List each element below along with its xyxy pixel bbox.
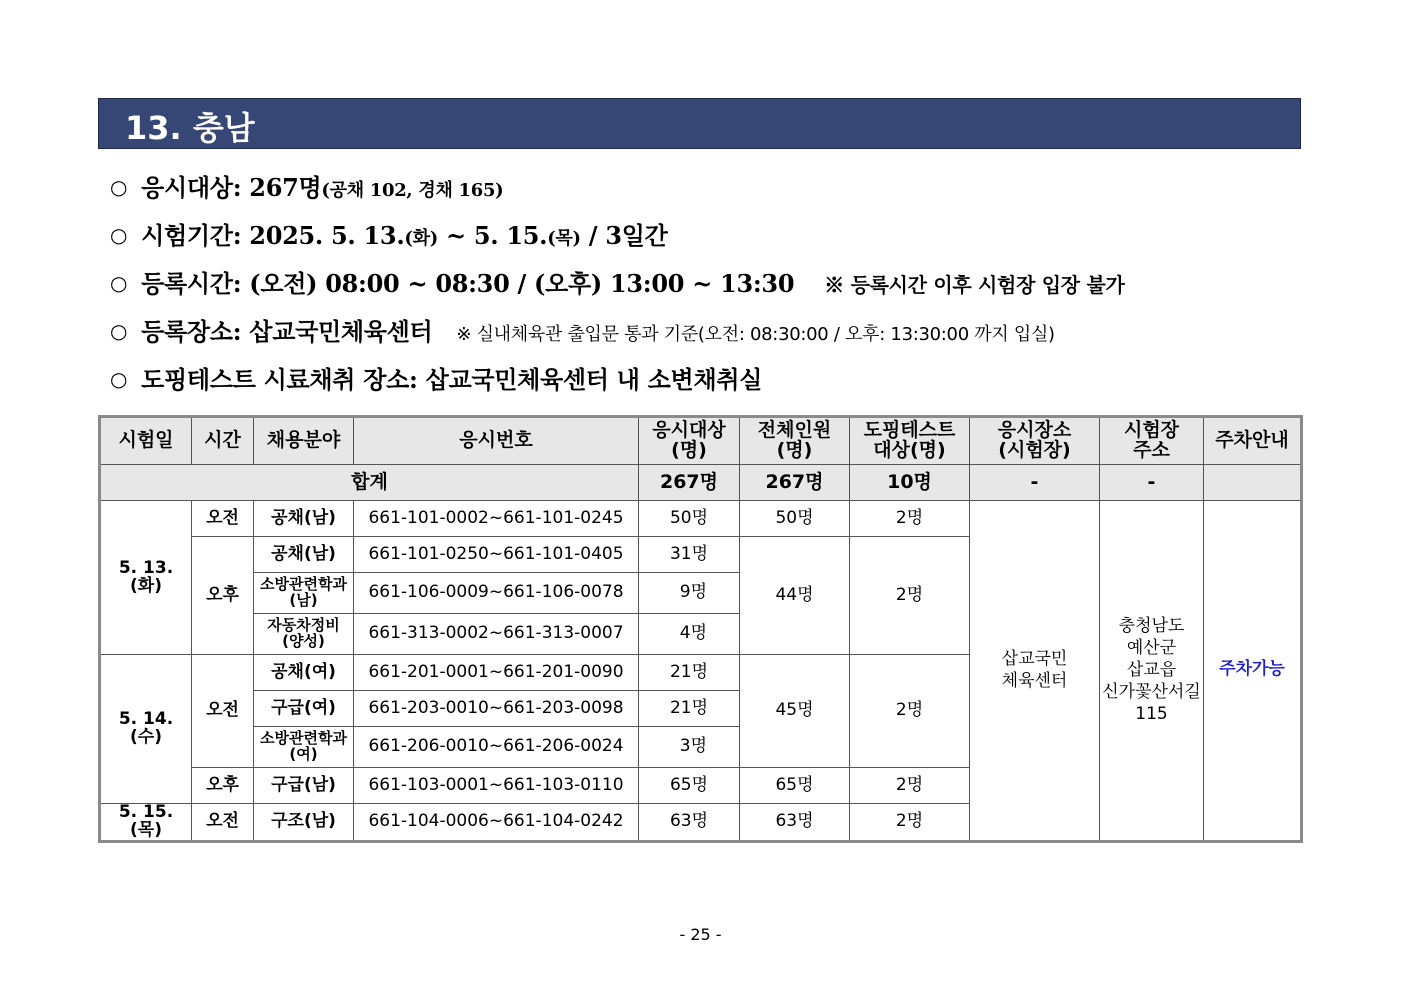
field-cell: 공채(남): [254, 501, 354, 537]
doping-cell: 2명: [850, 655, 970, 768]
range-cell: 661-313-0002~661-313-0007: [354, 614, 639, 655]
total-applicants: 267명: [639, 465, 740, 501]
date-cell: 5. 13.(화): [100, 501, 192, 655]
bullet-registration-time: [110, 264, 1125, 299]
field-cell: 공채(남): [254, 537, 354, 573]
range-cell: 661-101-0002~661-101-0245: [354, 501, 639, 537]
header-total: 전체인원 (명): [740, 417, 850, 465]
total-cell: 45명: [740, 655, 850, 768]
range-cell: 661-201-0001~661-201-0090: [354, 655, 639, 691]
total-doping: 10명: [850, 465, 970, 501]
field-cell: 소방관련학과 (남): [254, 573, 354, 614]
range-cell: 661-101-0250~661-101-0405: [354, 537, 639, 573]
page-number: - 25 -: [679, 925, 722, 944]
doping-place-main: 도핑테스트 시료채취 장소: 삽교국민체육센터 내 소변채취실: [141, 365, 763, 394]
registration-place-note: ※ 실내체육관 출입문 통과 기준(오전: 08:30:00 / 오후: 13:30:00 까지 입실): [456, 324, 1055, 345]
section-title: 13. 충남: [125, 109, 255, 147]
table-row: [100, 501, 1302, 537]
range-cell: 661-106-0009~661-106-0078: [354, 573, 639, 614]
range-cell: 661-103-0001~661-103-0110: [354, 768, 639, 804]
bullet-applicants: [110, 168, 503, 203]
registration-time-main: 등록시간: (오전) 08:00 ~ 08:30 / (오후) 13:00 ~ 13:30: [141, 269, 795, 298]
bullet-mark: ○: [110, 271, 128, 295]
bullet-mark: ○: [110, 367, 128, 391]
schedule-table: [98, 415, 1303, 843]
time-cell: 오후: [192, 768, 254, 804]
bullet-period: [110, 216, 668, 251]
time-cell: 오전: [192, 501, 254, 537]
header-parking: 주차안내: [1204, 417, 1302, 465]
field-cell: 자동차정비 (양성): [254, 614, 354, 655]
field-cell: 구급(여): [254, 691, 354, 727]
range-cell: 661-104-0006~661-104-0242: [354, 804, 639, 842]
period-part2: ~ 5. 15.: [437, 221, 548, 250]
field-cell: 공채(여): [254, 655, 354, 691]
applicants-cell: 21명: [639, 655, 740, 691]
total-cell: 50명: [740, 501, 850, 537]
table-header-row: [100, 417, 1302, 465]
header-applicants: 응시대상 (명): [639, 417, 740, 465]
address-cell: 충청남도 예산군 삽교읍 신가꽃산서길 115: [1100, 501, 1204, 842]
applicants-cell: 3명: [639, 727, 740, 768]
registration-place-main: 등록장소: 삽교국민체육센터: [141, 317, 433, 346]
header-range: 응시번호: [354, 417, 639, 465]
header-place: 응시장소 (시험장): [970, 417, 1100, 465]
total-address: -: [1100, 465, 1204, 501]
header-date: 시험일: [100, 417, 192, 465]
registration-time-note: ※ 등록시간 이후 시험장 입장 불가: [824, 273, 1125, 297]
applicants-cell: 31명: [639, 537, 740, 573]
time-cell: 오후: [192, 537, 254, 655]
period-part1: 시험기간: 2025. 5. 13.: [141, 221, 405, 250]
applicants-cell: 50명: [639, 501, 740, 537]
applicants-main: 응시대상: 267명: [141, 173, 322, 202]
applicants-cell: 21명: [639, 691, 740, 727]
header-time: 시간: [192, 417, 254, 465]
bullet-mark: ○: [110, 175, 128, 199]
header-field: 채용분야: [254, 417, 354, 465]
bullet-registration-place: [110, 312, 1055, 347]
header-doping: 도핑테스트 대상(명): [850, 417, 970, 465]
time-cell: 오전: [192, 804, 254, 842]
period-day2: (목): [547, 228, 581, 249]
period-part3: / 3일간: [580, 221, 668, 250]
header-address: 시험장 주소: [1100, 417, 1204, 465]
total-parking: [1204, 465, 1302, 501]
bullet-mark: ○: [110, 319, 128, 343]
total-row: [100, 465, 1302, 501]
place-cell: 삽교국민 체육센터: [970, 501, 1100, 842]
total-place: -: [970, 465, 1100, 501]
total-label: 합계: [100, 465, 639, 501]
field-cell: 소방관련학과 (여): [254, 727, 354, 768]
field-cell: 구조(남): [254, 804, 354, 842]
total-cell: 63명: [740, 804, 850, 842]
doping-cell: 2명: [850, 804, 970, 842]
doping-cell: 2명: [850, 537, 970, 655]
time-cell: 오전: [192, 655, 254, 768]
applicants-cell: 63명: [639, 804, 740, 842]
total-cell: 65명: [740, 768, 850, 804]
total-total: 267명: [740, 465, 850, 501]
field-cell: 구급(남): [254, 768, 354, 804]
applicants-sub: (공채 102, 경채 165): [321, 180, 504, 201]
bullet-doping-place: [110, 360, 762, 395]
range-cell: 661-206-0010~661-206-0024: [354, 727, 639, 768]
applicants-cell: 65명: [639, 768, 740, 804]
doping-cell: 2명: [850, 768, 970, 804]
bullet-mark: ○: [110, 223, 128, 247]
date-cell: 5. 14.(수): [100, 655, 192, 804]
applicants-cell: 4명: [639, 614, 740, 655]
date-cell: 5. 15.(목): [100, 804, 192, 842]
applicants-cell: 9명: [639, 573, 740, 614]
total-cell: 44명: [740, 537, 850, 655]
parking-cell: 주차가능: [1204, 501, 1302, 842]
doping-cell: 2명: [850, 501, 970, 537]
section-title-bar: [98, 98, 1301, 149]
period-day1: (화): [404, 228, 438, 249]
range-cell: 661-203-0010~661-203-0098: [354, 691, 639, 727]
